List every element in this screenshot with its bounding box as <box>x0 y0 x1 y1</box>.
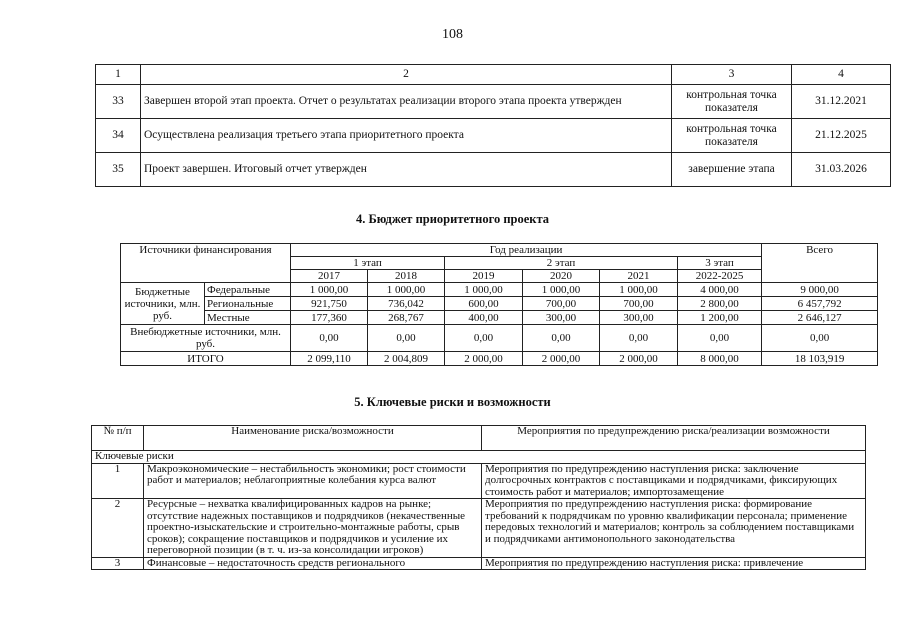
value-cell: 1 200,00 <box>678 311 762 325</box>
table-row <box>92 463 866 499</box>
header-total: Всего <box>762 244 878 283</box>
budget-section-title: 4. Бюджет приоритетного проекта <box>355 212 550 226</box>
risks-section-title: 5. Ключевые риски и возможности <box>354 395 551 409</box>
row-label: Местные <box>205 311 291 325</box>
row-number: 2 <box>92 499 144 558</box>
row-label: Федеральные <box>205 283 291 297</box>
value-cell: 177,360 <box>291 311 368 325</box>
value-cell: 1 000,00 <box>368 283 445 297</box>
year-label: 2019 <box>445 270 523 283</box>
risk-name: Ресурсные – нехватка квалифицированных кадров на рынке; отсутствие надежных поставщиков и подрядчиков (некачественные проектно-изыскательские и строительно-монтажные работы, срыв сроков); сокращение поставщиков и подрядчиков и усиление их переговорной позиции (в т. ч. из-за консолидации игроков) <box>144 499 482 558</box>
value-cell: 1 000,00 <box>445 283 523 297</box>
table-row <box>121 325 878 352</box>
milestone-description: Проект завершен. Итоговый отчет утвержден <box>141 153 672 187</box>
value-cell: 2 000,00 <box>600 352 678 366</box>
year-label: 2020 <box>523 270 600 283</box>
milestone-description: Завершен второй этап проекта. Отчет о результатах реализации второго этапа проекта утвержден <box>141 85 672 119</box>
value-cell: 700,00 <box>600 297 678 311</box>
row-number: 35 <box>96 153 141 187</box>
table-row <box>121 297 878 311</box>
risk-measures: Мероприятия по предупреждению наступления риска: привлечение <box>482 557 866 570</box>
total-cell: 0,00 <box>762 325 878 352</box>
value-cell: 8 000,00 <box>678 352 762 366</box>
value-cell: 1 000,00 <box>600 283 678 297</box>
value-cell: 300,00 <box>600 311 678 325</box>
year-label: 2018 <box>368 270 445 283</box>
value-cell: 2 099,110 <box>291 352 368 366</box>
row-number: 3 <box>92 557 144 570</box>
year-label: 2021 <box>600 270 678 283</box>
budget-table <box>120 243 878 366</box>
header-sources: Источники финансирования <box>121 244 291 283</box>
header-year: Год реализации <box>291 244 762 257</box>
row-number: 1 <box>92 463 144 499</box>
row-number: 33 <box>96 85 141 119</box>
milestone-type: завершение этапа <box>672 153 792 187</box>
header-num: № п/п <box>92 426 144 451</box>
value-cell: 0,00 <box>368 325 445 352</box>
row-number: 34 <box>96 119 141 153</box>
value-cell: 0,00 <box>291 325 368 352</box>
value-cell: 4 000,00 <box>678 283 762 297</box>
value-cell: 2 800,00 <box>678 297 762 311</box>
risk-name: Финансовые – недостаточность средств регионального <box>144 557 482 570</box>
risk-measures: Мероприятия по предупреждению наступления риска: заключение долгосрочных контрактов с поставщиками и подрядчиками, фиксирующих стоимость работ и материалов; импортозамещение <box>482 463 866 499</box>
risks-group-row <box>92 451 866 464</box>
stage-label: 1 этап <box>291 257 445 270</box>
value-cell: 300,00 <box>523 311 600 325</box>
table-row <box>121 283 878 297</box>
milestone-date: 31.03.2026 <box>792 153 891 187</box>
year-label: 2017 <box>291 270 368 283</box>
value-cell: 736,042 <box>368 297 445 311</box>
value-cell: 0,00 <box>678 325 762 352</box>
year-label: 2022-2025 <box>678 270 762 283</box>
stage-label: 2 этап <box>445 257 678 270</box>
milestone-date: 21.12.2025 <box>792 119 891 153</box>
total-cell: 18 103,919 <box>762 352 878 366</box>
risks-header-row <box>92 426 866 451</box>
header-measures: Мероприятия по предупреждению риска/реализации возможности <box>482 426 866 451</box>
group-label: Ключевые риски <box>92 451 866 464</box>
table-row-total <box>121 352 878 366</box>
total-cell: 2 646,127 <box>762 311 878 325</box>
row-label: ИТОГО <box>121 352 291 366</box>
value-cell: 0,00 <box>600 325 678 352</box>
milestone-description: Осуществлена реализация третьего этапа приоритетного проекта <box>141 119 672 153</box>
risk-name: Макроэкономические – нестабильность экономики; рост стоимости работ и материалов; неблагоприятные колебания курса валют <box>144 463 482 499</box>
header-name: Наименование риска/возможности <box>144 426 482 451</box>
milestone-type: контрольная точка показателя <box>672 119 792 153</box>
total-cell: 9 000,00 <box>762 283 878 297</box>
value-cell: 600,00 <box>445 297 523 311</box>
table-row <box>92 499 866 558</box>
stage-label: 3 этап <box>678 257 762 270</box>
value-cell: 0,00 <box>445 325 523 352</box>
value-cell: 400,00 <box>445 311 523 325</box>
milestones-header-row <box>96 65 891 85</box>
row-label: Региональные <box>205 297 291 311</box>
row-label: Внебюджетные источники, млн. руб. <box>121 325 291 352</box>
milestone-type: контрольная точка показателя <box>672 85 792 119</box>
table-row <box>121 311 878 325</box>
table-row <box>92 557 866 570</box>
table-row <box>96 153 891 187</box>
value-cell: 921,750 <box>291 297 368 311</box>
value-cell: 2 000,00 <box>445 352 523 366</box>
total-cell: 6 457,792 <box>762 297 878 311</box>
page-number: 108 <box>442 27 463 42</box>
budget-group-label: Бюджетные источники, млн. руб. <box>121 283 205 325</box>
value-cell: 0,00 <box>523 325 600 352</box>
budget-header-row <box>121 244 878 257</box>
value-cell: 2 004,809 <box>368 352 445 366</box>
value-cell: 1 000,00 <box>523 283 600 297</box>
value-cell: 1 000,00 <box>291 283 368 297</box>
risks-table <box>91 425 866 570</box>
value-cell: 2 000,00 <box>523 352 600 366</box>
value-cell: 700,00 <box>523 297 600 311</box>
table-row <box>96 119 891 153</box>
value-cell: 268,767 <box>368 311 445 325</box>
table-row <box>96 85 891 119</box>
risk-measures: Мероприятия по предупреждению наступления риска: формирование требований к подрядчикам по уровню квалификации персонала; применение передовых технологий и материалов; контроль за соблюдением поставщиками и подрядчиками антимонопольного законодательства <box>482 499 866 558</box>
header-cell: 1 <box>96 65 141 85</box>
header-cell: 2 <box>141 65 672 85</box>
header-cell: 3 <box>672 65 792 85</box>
header-cell: 4 <box>792 65 891 85</box>
milestones-table <box>95 64 891 187</box>
milestone-date: 31.12.2021 <box>792 85 891 119</box>
